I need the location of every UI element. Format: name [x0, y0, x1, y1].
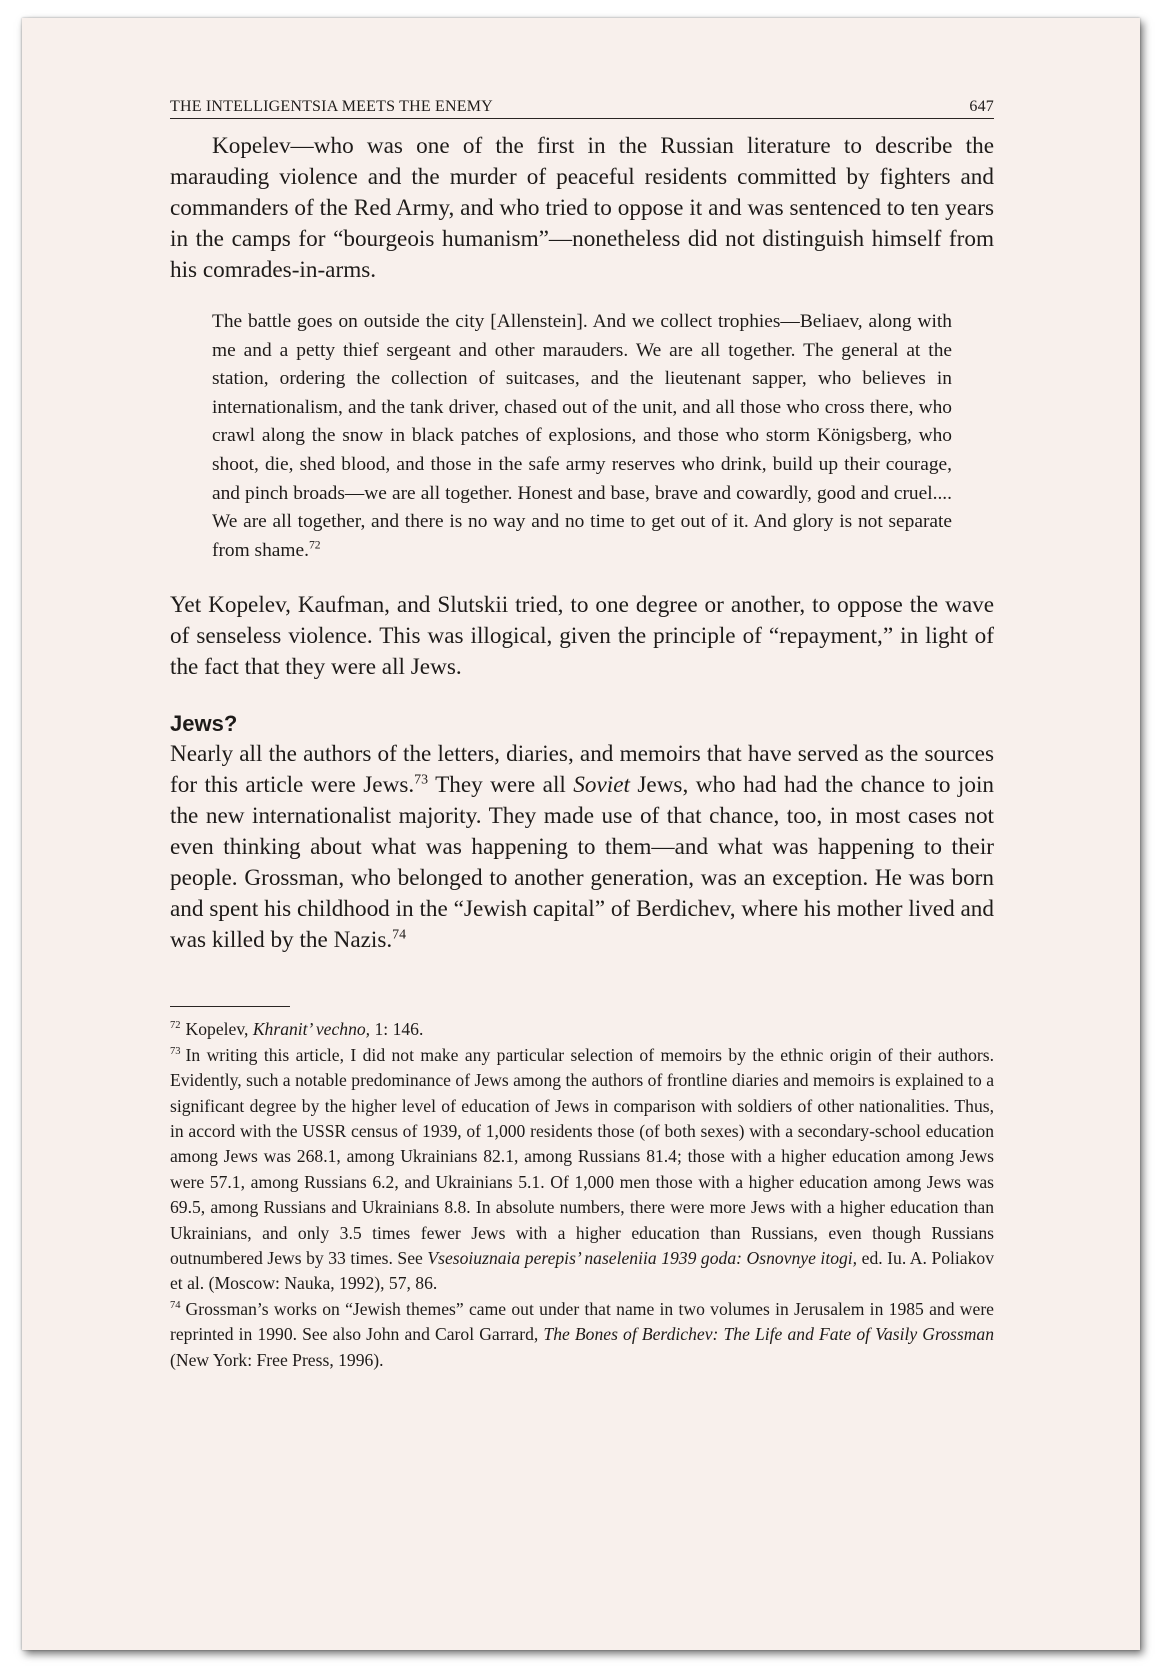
footnote-number: 73 — [170, 1045, 181, 1057]
book-page — [22, 18, 1140, 1650]
footnote-ref-73[interactable]: 73 — [414, 772, 429, 788]
footnote-divider — [170, 1006, 290, 1007]
footnote-text: In writing this article, I did not make any particular selection of memoirs by the ethnic origin of their authors. Evidently, such a notable predominance of Jews among the authors of frontline diaries and memoirs is explained to a significant degree by the higher level of education of Jews in comparison with soldiers of other nationalities. Thus, in accord with the USSR census of 1939, of 1,000 residents those (of both sexes) with a secondary-school education among Jews was 268.1, among Ukrainians 82.1, among Russians 81.4; those with a higher education among Jews were 57.1, among Russians 6.2, and Ukrainians 5.1. Of 1,000 men those with a higher education among Jews was 69.5, among Russians and Ukrainians 8.8. In absolute numbers, there were more Jews with a higher education than Ukrainians, and only 3.5 times fewer Jews with a higher education than Russians, even though Russians outnumbered Jews by 33 times. See — [170, 1044, 994, 1268]
body-paragraph-3 — [170, 739, 994, 956]
section-heading: Jews? — [170, 711, 238, 737]
body-paragraph-2: Yet Kopelev, Kaufman, and Slutskii tried, to one degree or another, to oppose the wave of senseless violence. This was illogical, given the principle of “repayment,” in light of the fact that they were all Jews. — [170, 592, 994, 681]
paragraph3-part2: They were all — [428, 772, 574, 799]
paragraph3-part3: Jews, who had had the chance to join the new internationalist majority. They made use of that chance, too, in most cases not even thinking about what was happening to them—and what was happening to their people. Grossman, who belonged to another generation, was an exception. He was born and spent his childhood in the “Jewish capital” of Berdichev, where his mother lived and was killed by the Nazis. — [170, 772, 995, 954]
running-header — [170, 98, 994, 119]
footnotes — [170, 1017, 994, 1373]
page-content — [170, 98, 994, 1373]
body-paragraph-1: Kopelev—who was one of the first in the Russian literature to describe the marauding violence and the murder of peaceful residents committed by fighters and commanders of the Red Army, and who tried to oppose it and was sentenced to ten years in the camps for “bourgeois humanism”—nonetheless did not distinguish himself from his comrades-in-arms. — [170, 133, 994, 283]
footnote-74 — [170, 1297, 994, 1373]
quote-text: The battle goes on outside the city [Allenstein]. And we collect trophies—Beliaev, along with me and a petty thief sergeant and other marauders. We are all together. The general at the station, ordering the collection of suitcases, and the lieutenant sapper, who believes in internationalism, and the tank driver, chased out of the unit, and all those who cross there, who crawl along the snow in black patches of explosions, and those who storm Königsberg, who shoot, die, shed blood, and those in the safe army reserves who drink, build up their courage, and pinch broads—we are all together. Honest and base, brave and cowardly, good and cruel.... We are all together, and there is no way and no time to get out of it. And glory is not separate from shame. — [212, 311, 952, 561]
footnote-italic: The Bones of Berdichev: The Life and Fate of Vasily Grossman — [543, 1324, 994, 1345]
footnote-italic: Khranit’ vechno, — [252, 1019, 371, 1040]
paragraph3-part1: Nearly all the authors of the letters, diaries, and memoirs that have served as the sources for this article were Jews. — [170, 741, 994, 799]
footnote-ref-74[interactable]: 74 — [392, 927, 407, 943]
footnote-number: 74 — [170, 1299, 181, 1311]
block-quote — [212, 308, 952, 565]
page-number: 647 — [969, 98, 994, 115]
footnote-text: (New York: Free Press, 1996). — [170, 1349, 384, 1370]
footnote-text: Kopelev, — [185, 1019, 253, 1040]
footnote-italic: Vsesoiuznaia perepis’ naseleniia 1939 goda: Osnovnye itogi, — [427, 1248, 858, 1268]
running-title: THE INTELLIGENTSIA MEETS THE ENEMY — [170, 98, 493, 115]
paragraph3-italic: Soviet — [573, 772, 630, 799]
footnote-72 — [170, 1017, 994, 1042]
footnote-number: 72 — [170, 1020, 181, 1032]
footnote-text: Grossman’s works on “Jewish themes” came out under that name in two volumes in Jerusalem in 1985 and were reprinted in 1990. See also John and Carol Garrard, — [170, 1298, 994, 1345]
footnote-text: 1: 146. — [370, 1019, 424, 1040]
footnote-73 — [170, 1043, 994, 1297]
footnote-text: ed. Iu. A. Poliakov et al. (Moscow: Nauka, 1992), 57, 86. — [170, 1248, 994, 1294]
footnote-ref-72[interactable]: 72 — [308, 538, 321, 552]
